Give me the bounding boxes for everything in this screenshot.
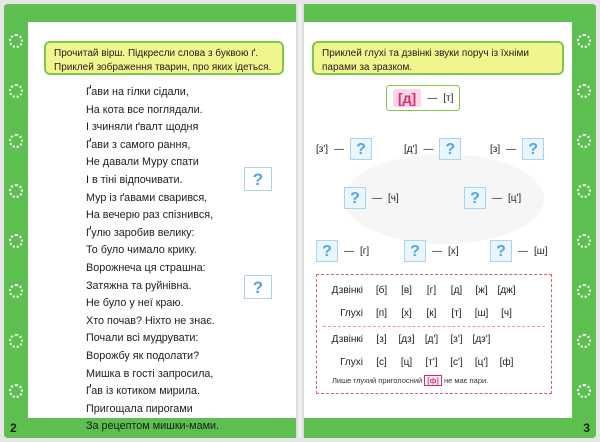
table-cell: [з] <box>376 334 387 345</box>
decor-circle <box>9 384 23 398</box>
table-cell: [дж] <box>497 285 516 296</box>
decor-circle <box>9 34 23 48</box>
row-label: Дзвінкі <box>331 334 363 345</box>
poem-line: Не було у неї краю. <box>86 297 184 310</box>
table-cell: [г] <box>426 285 437 296</box>
sticker-slot[interactable]: ? <box>439 138 461 160</box>
poem-line: І в тіні відпочивати. <box>86 173 183 186</box>
pair-item <box>464 187 521 209</box>
table-cell: [ц'] <box>474 357 489 368</box>
table-row <box>317 334 553 345</box>
table-cell: [дз'] <box>472 334 491 345</box>
dash: — <box>432 245 442 257</box>
decor-circle <box>9 234 23 248</box>
table-cell: [т'] <box>425 357 438 368</box>
decor-circle <box>577 84 591 98</box>
sticker-slot[interactable]: ? <box>404 240 426 262</box>
note-text: не має пари. <box>443 376 489 385</box>
poem-line: Ворожнеча ця страшна: <box>86 261 206 274</box>
sound-label: [ч] <box>388 192 399 204</box>
sticker-slot[interactable]: ? <box>522 138 544 160</box>
table-cell: [б] <box>375 285 388 296</box>
pair-item <box>490 240 548 262</box>
poem-line: І зчиняли ґвалт щодня <box>86 121 199 134</box>
sample-frame <box>386 85 460 111</box>
table-cell: [з'] <box>450 334 463 345</box>
table-row <box>317 285 553 296</box>
poem-line: Мишка в гості запросила, <box>86 367 214 380</box>
frame-top <box>304 4 596 22</box>
pair-item <box>404 240 459 262</box>
sticker-slot[interactable]: ? <box>490 240 512 262</box>
decor-circle <box>9 334 23 348</box>
poem-line: То було чимало крику. <box>86 244 197 257</box>
sound-label: [х] <box>448 245 459 257</box>
sound-label: [з] <box>490 143 501 155</box>
pair-item <box>404 138 461 160</box>
table-row <box>317 357 553 368</box>
table-cell: [ц] <box>400 357 413 368</box>
decor-circle <box>9 184 23 198</box>
table-cell: [д] <box>450 285 463 296</box>
dash: — <box>506 143 517 155</box>
page-number: 2 <box>10 421 17 435</box>
task-text: Приклей глухі та дзвінкі звуки поруч із їхніми парами за зразком. <box>322 48 529 73</box>
task-instruction <box>44 41 284 75</box>
poem-line: Ворожбу як подолати? <box>86 349 200 362</box>
dash: — <box>344 245 354 257</box>
frame-top <box>4 4 296 22</box>
sticker-slot[interactable]: ? <box>244 275 272 299</box>
table-cell: [ф] <box>499 357 514 368</box>
sticker-slot[interactable]: ? <box>344 187 366 209</box>
pair-item <box>344 187 399 209</box>
task-text: Прочитай вірш. Підкресли слова з буквою ґ. Приклей зображення тварин, про яких ідеться. <box>54 48 272 73</box>
row-label: Глухі <box>340 357 363 368</box>
sticker-slot[interactable]: ? <box>464 187 486 209</box>
table-cell: [ш] <box>474 308 489 319</box>
decor-circle <box>9 84 23 98</box>
pair-item <box>316 240 369 262</box>
row-label: Дзвінкі <box>331 285 363 296</box>
poem-line: Ґулю заробив велику: <box>86 226 195 239</box>
poem-line: Почали всі мудрувати: <box>86 332 199 345</box>
pair-item <box>490 138 544 160</box>
table-cell: [ж] <box>475 285 488 296</box>
frame-bottom <box>304 418 596 438</box>
sample-pair <box>386 85 460 111</box>
note-phoneme: [ф] <box>424 375 442 386</box>
decor-circle <box>577 234 591 248</box>
poem-line: Хто почав? Ніхто не знає. <box>86 314 215 327</box>
sound-label: [з'] <box>316 143 329 155</box>
table-cell: [к] <box>426 308 437 319</box>
poem-line: Не давали Мурy спати <box>86 156 199 169</box>
table-cell: [с] <box>376 357 387 368</box>
poem-line: На кота все поглядали. <box>86 103 203 116</box>
decor-circle <box>577 334 591 348</box>
book-spine <box>296 4 304 438</box>
decor-circle <box>577 184 591 198</box>
row-label: Глухі <box>340 308 363 319</box>
right-page <box>304 4 596 438</box>
table-row <box>317 308 553 319</box>
sound-label: [г] <box>360 245 370 257</box>
dash: — <box>423 143 434 155</box>
table-separator <box>323 326 545 327</box>
dash: — <box>334 143 345 155</box>
table-cell: [с'] <box>450 357 463 368</box>
dash: — <box>372 192 382 204</box>
poem <box>86 84 219 436</box>
poem-line: За рецептом мишки-мами. <box>86 420 220 433</box>
note-text: Лише глухий приголосний <box>332 376 423 385</box>
sound-label: [ш] <box>534 245 548 257</box>
page-number: 3 <box>583 421 590 435</box>
decor-circle <box>577 284 591 298</box>
sticker-slot[interactable]: ? <box>316 240 338 262</box>
decor-circle <box>9 284 23 298</box>
sound-label: [д'] <box>404 143 418 155</box>
table-cell: [ч] <box>501 308 512 319</box>
left-page <box>4 4 296 438</box>
table-cell: [в] <box>401 285 412 296</box>
poem-line: Ґави на гілки сідали, <box>86 86 189 98</box>
decor-circle <box>577 34 591 48</box>
task-instruction <box>312 41 564 75</box>
pair-item <box>316 138 372 160</box>
decor-circle <box>577 134 591 148</box>
sample-pair-sound: [т] <box>443 92 454 104</box>
table-cell: [х] <box>401 308 412 319</box>
table-cell: [дз] <box>398 334 415 345</box>
table-note <box>332 376 488 385</box>
sample-dash: — <box>427 92 438 104</box>
poem-line: Пригощала пирогами <box>86 402 193 415</box>
decor-circle <box>9 134 23 148</box>
table-cell: [т] <box>451 308 462 319</box>
decor-circle <box>577 384 591 398</box>
sticker-slot[interactable]: ? <box>244 167 272 191</box>
poem-line: На вечерю раз спізнився, <box>86 209 214 222</box>
poem-line: Затяжна та руйнівна. <box>86 279 192 292</box>
table-cell: [п] <box>376 308 387 319</box>
poem-line: Мур із ґавами сварився, <box>86 191 208 204</box>
sticker-slot[interactable]: ? <box>350 138 372 160</box>
poem-line: Ґави з самого рання, <box>86 138 191 151</box>
frame-right <box>572 4 596 438</box>
table-cell: [д'] <box>424 334 439 345</box>
poem-line: Ґав із котиком мирила. <box>86 385 201 398</box>
sample-voiced: [д] <box>393 89 421 107</box>
sound-label: [ц'] <box>508 192 522 204</box>
frame-left <box>4 4 28 438</box>
dash: — <box>518 245 528 257</box>
dash: — <box>492 192 502 204</box>
